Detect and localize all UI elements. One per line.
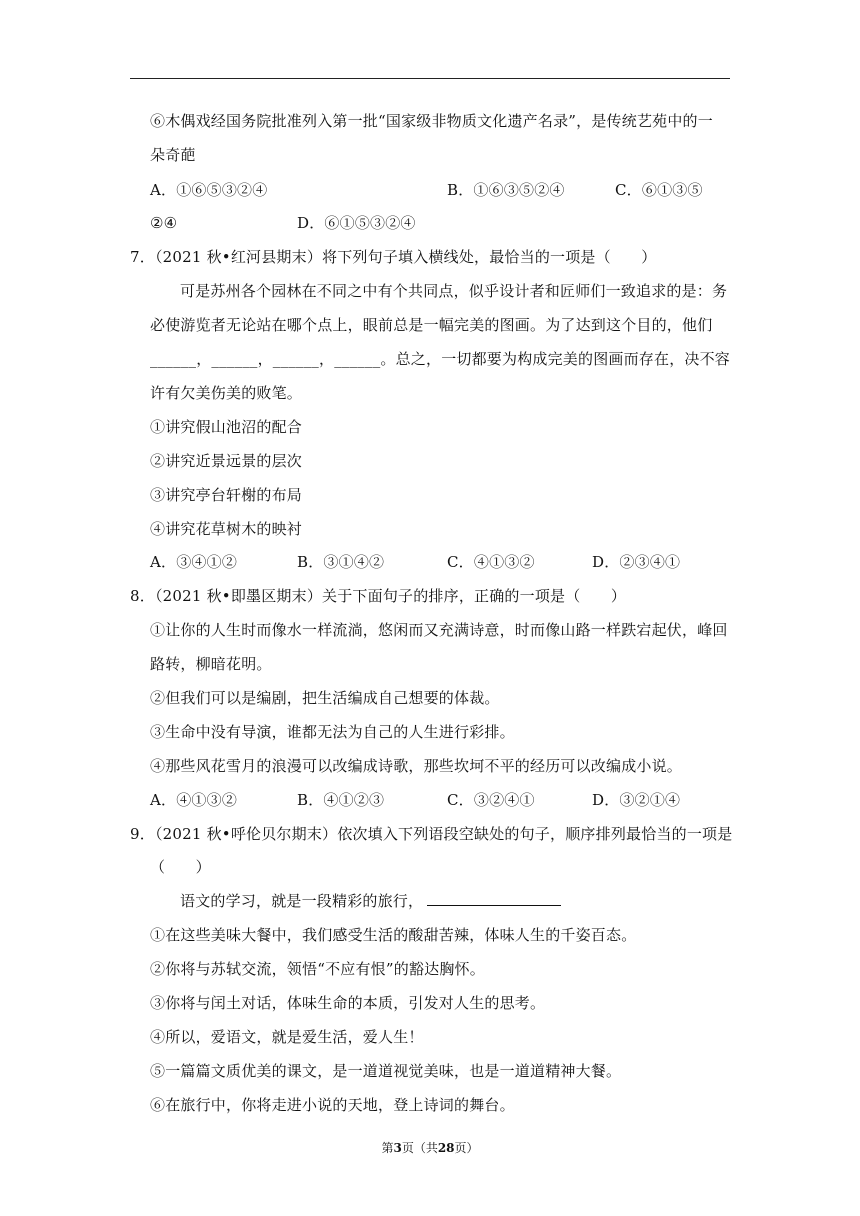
footer-prefix: 第 xyxy=(381,1141,394,1155)
q9-passage-text: 语文的学习，就是一段精彩的旅行， xyxy=(180,892,424,910)
q7-passage-line4: 许有欠美伤美的败笔。 xyxy=(150,384,303,402)
footer-middle: 页（共 xyxy=(401,1141,438,1155)
q8-item-1-line2: 路转，柳暗花明。 xyxy=(150,655,272,673)
q8-option-c: C．③②④① xyxy=(447,791,535,809)
q6-option-c-cont: ②④ xyxy=(150,214,178,232)
q9-item-2: ②你将与苏轼交流，领悟“不应有恨”的豁达胸怀。 xyxy=(150,960,485,978)
q6-option-a: A．①⑥⑤③②④ xyxy=(150,181,268,199)
header-rule xyxy=(130,78,730,79)
q7-option-a: A．③④①② xyxy=(150,553,238,571)
q6-option-d: D．⑥①⑤③②④ xyxy=(297,214,416,232)
q7-item-1: ①讲究假山池沼的配合 xyxy=(150,418,303,436)
q9-item-4: ④所以，爱语文，就是爱生活，爱人生！ xyxy=(150,1028,424,1046)
q6-item6-line1: ⑥木偶戏经国务院批准列入第一批“国家级非物质文化遗产名录”，是传统艺苑中的一 xyxy=(150,112,713,130)
footer-page-number: 3 xyxy=(393,1141,402,1155)
footer-suffix: 页） xyxy=(454,1141,479,1155)
q9-stem: 9．（2021 秋•呼伦贝尔期末）依次填入下列语段空缺处的句子，顺序排列最恰当的一项是 xyxy=(130,825,733,843)
q9-answer-blank xyxy=(427,891,561,906)
q9-item-6: ⑥在旅行中，你将走进小说的天地，登上诗词的舞台。 xyxy=(150,1096,515,1114)
q8-item-2: ②但我们可以是编剧，把生活编成自己想要的体裁。 xyxy=(150,689,500,707)
footer-total-pages: 28 xyxy=(437,1141,455,1155)
q7-item-2: ②讲究近景远景的层次 xyxy=(150,452,303,470)
q8-option-b: B．④①②③ xyxy=(297,791,385,809)
q7-item-4: ④讲究花草树木的映衬 xyxy=(150,520,303,538)
q7-passage-line2: 必使游览者无论站在哪个点上，眼前总是一幅完美的图画。为了达到这个目的，他们 xyxy=(150,316,713,334)
q7-option-d: D．②③④① xyxy=(592,553,681,571)
q7-stem: 7．（2021 秋•红河县期末）将下列句子填入横线处，最恰当的一项是（ ） xyxy=(130,248,657,266)
page-footer xyxy=(0,1140,860,1156)
q9-item-1: ①在这些美味大餐中，我们感受生活的酸甜苦辣，体味人生的千姿百态。 xyxy=(150,926,637,944)
q8-item-1-line1: ①让你的人生时而像水一样流淌，悠闲而又充满诗意，时而像山路一样跌宕起伏，峰回 xyxy=(150,621,728,639)
q8-item-4: ④那些风花雪月的浪漫可以改编成诗歌，那些坎坷不平的经历可以改编成小说。 xyxy=(150,757,683,775)
q7-passage-line1: 可是苏州各个园林在不同之中有个共同点，似乎设计者和匠师们一致追求的是：务 xyxy=(180,282,728,300)
q8-item-3: ③生命中没有导演，谁都无法为自己的人生进行彩排。 xyxy=(150,723,515,741)
q7-passage-line3: ______，______，______，______。总之，一切都要为构成完美的图画而存在，决不容 xyxy=(150,350,731,368)
q6-item6-line2: 朵奇葩 xyxy=(150,146,196,164)
q8-stem: 8．（2021 秋•即墨区期末）关于下面句子的排序，正确的一项是（ ） xyxy=(130,587,627,605)
q9-stem-paren: （ ） xyxy=(150,858,211,876)
q9-passage xyxy=(180,891,561,911)
q8-option-a: A．④①③② xyxy=(150,791,238,809)
q7-item-3: ③讲究亭台轩榭的布局 xyxy=(150,486,303,504)
q9-item-5: ⑤一篇篇文质优美的课文，是一道道视觉美味，也是一道道精神大餐。 xyxy=(150,1062,622,1080)
q7-option-c: C．④①③② xyxy=(447,553,535,571)
q9-item-3: ③你将与闰土对话，体味生命的本质，引发对人生的思考。 xyxy=(150,994,546,1012)
q8-option-d: D．③②①④ xyxy=(592,791,681,809)
q7-option-b: B．③①④② xyxy=(297,553,385,571)
q6-option-c: C．⑥①③⑤ xyxy=(615,181,703,199)
q6-option-b: B．①⑥③⑤②④ xyxy=(447,181,565,199)
